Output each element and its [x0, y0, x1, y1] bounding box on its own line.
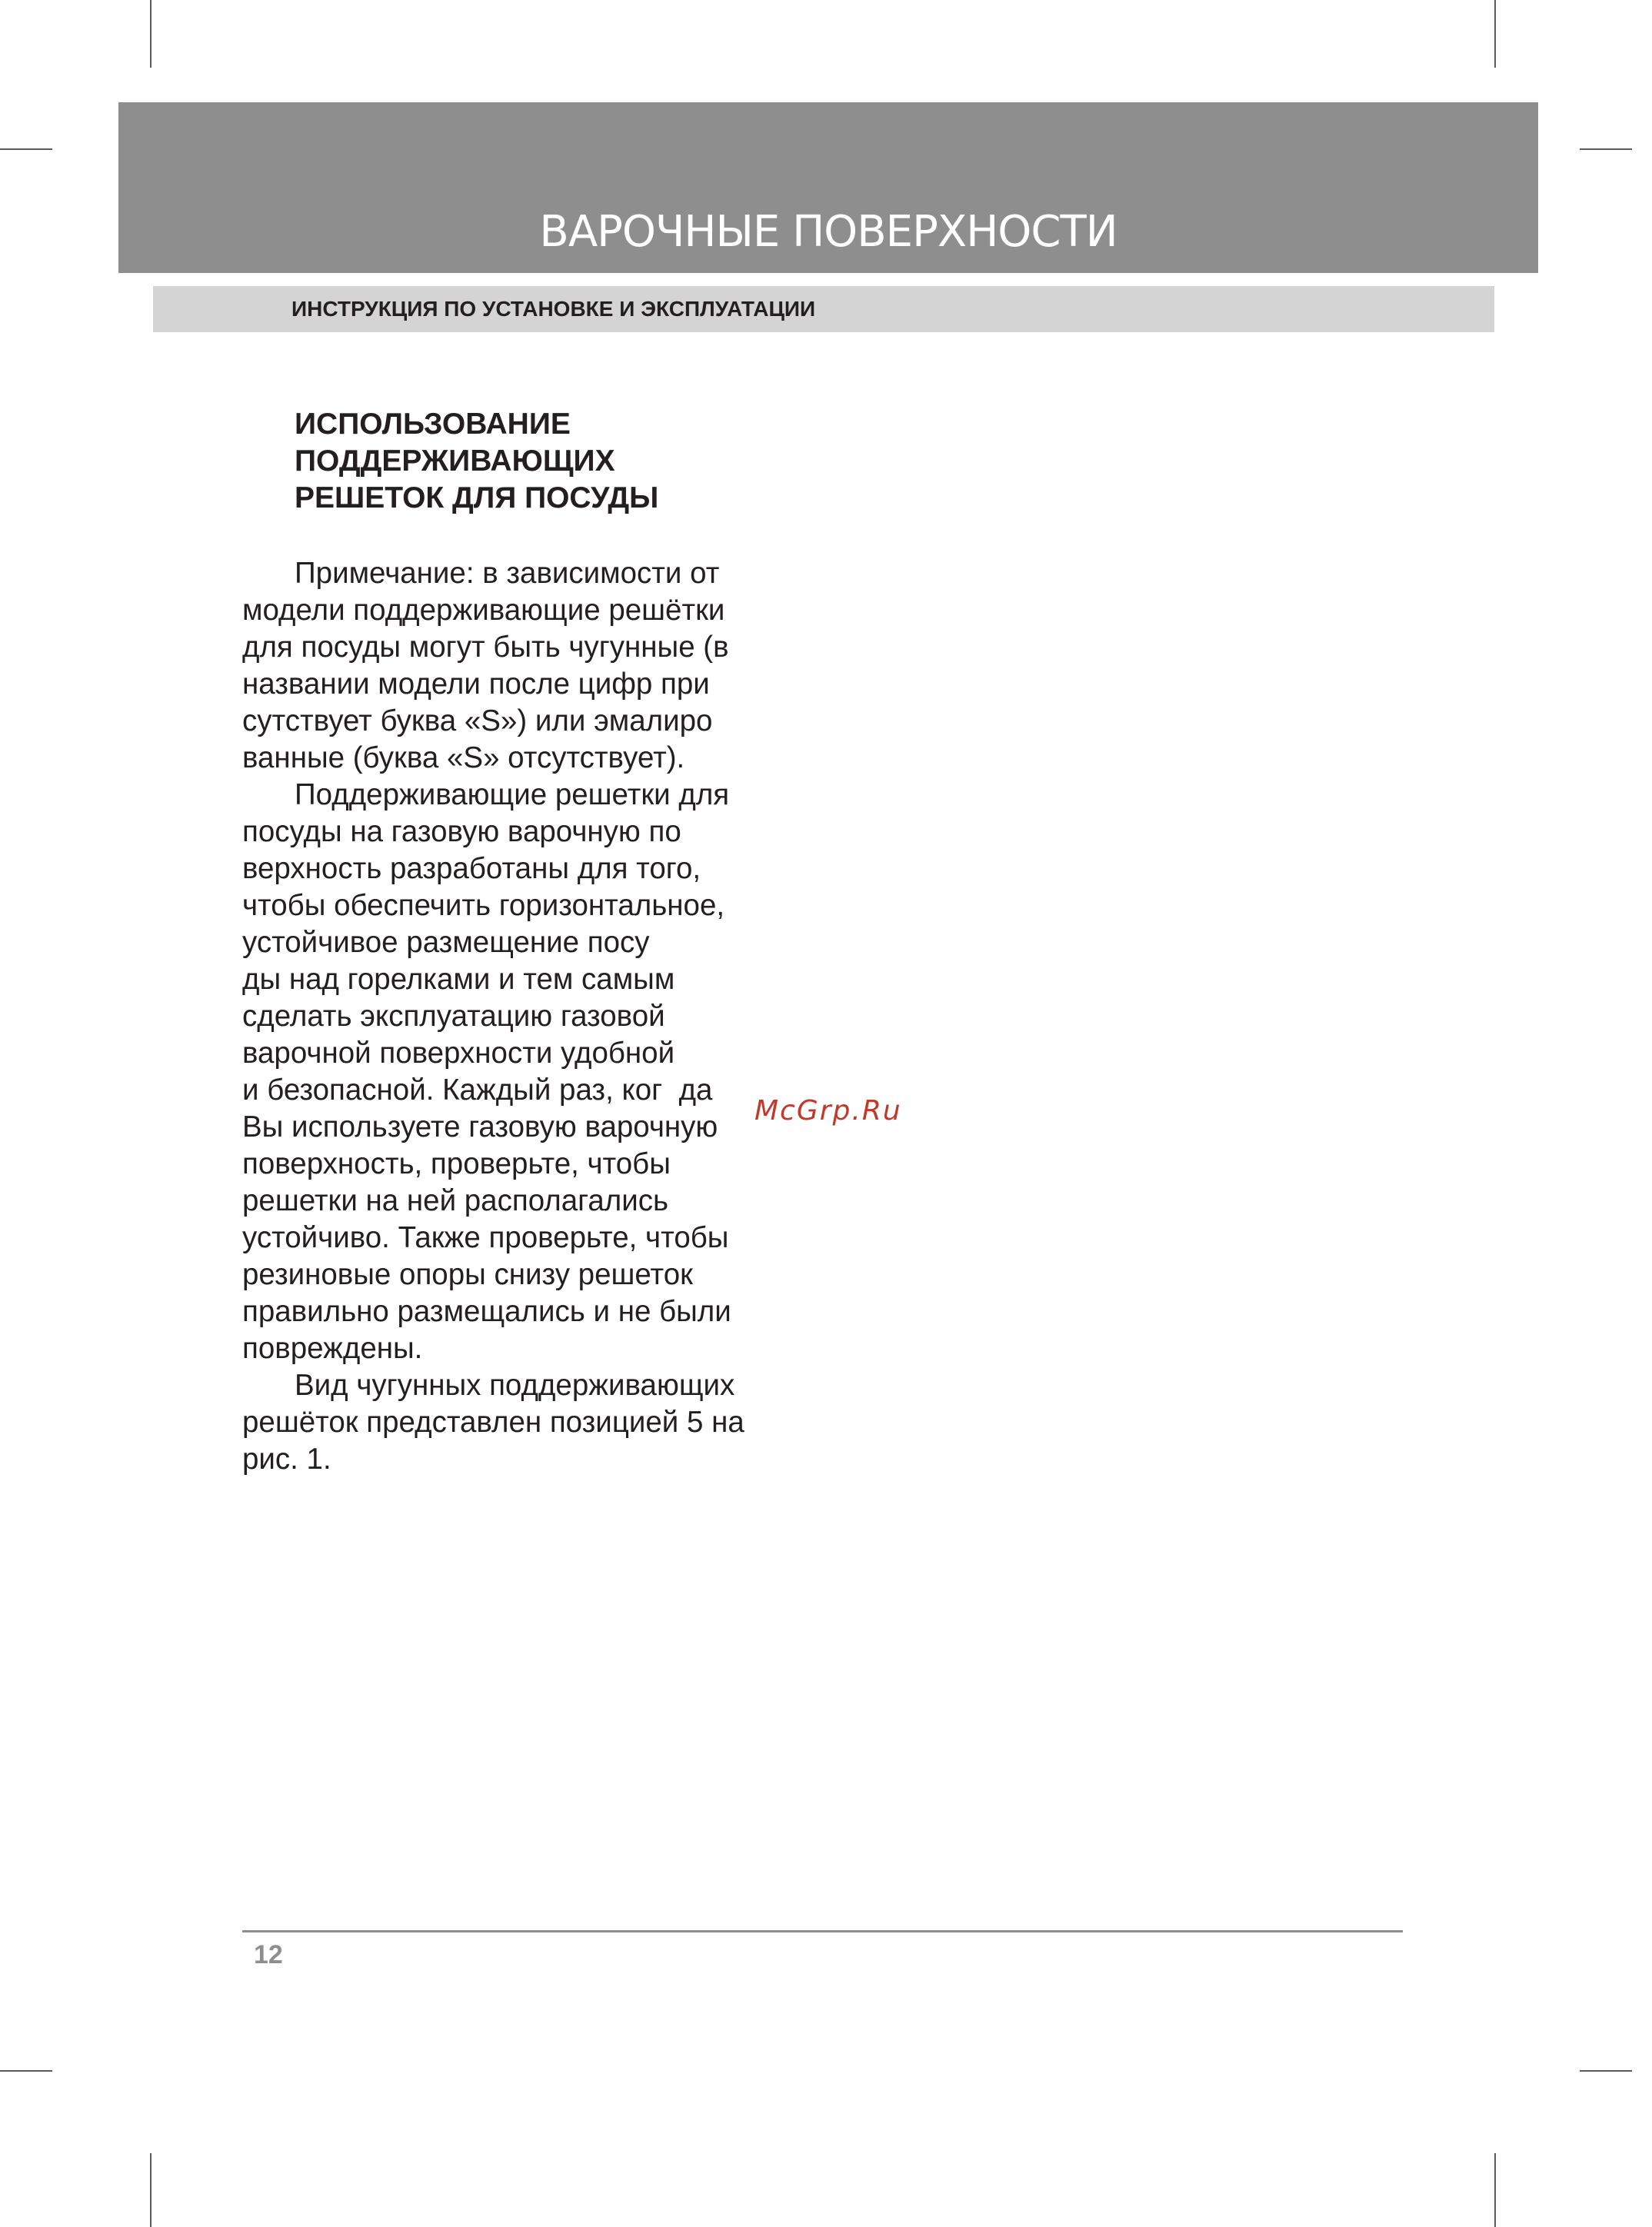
body-line: Вы используете газовую варочную	[242, 1110, 718, 1143]
body-line: рис. 1.	[242, 1443, 331, 1476]
section-title-line: ПОДДЕРЖИВАЮЩИХ	[295, 444, 615, 478]
crop-mark-right-bottom	[1580, 2070, 1632, 2072]
crop-mark-left-bottom	[0, 2070, 52, 2072]
section-title	[295, 406, 833, 517]
body-line: Поддерживающие решетки для	[295, 778, 730, 811]
body-line: устойчивое размещение посу	[242, 926, 650, 959]
footer-rule	[242, 1930, 1403, 1932]
crop-mark-left-top	[0, 148, 52, 150]
body-line: посуды на газовую варочную по	[242, 815, 681, 848]
page-number: 12	[254, 1940, 283, 1969]
body-line: для посуды могут быть чугунные (в	[242, 631, 729, 664]
watermark: McGrp.Ru	[754, 1095, 902, 1127]
body-line: решёток представлен позицией 5 на	[242, 1406, 744, 1439]
page-title: ВАРОЧНЫЕ ПОВЕРХНОСТИ	[539, 207, 1117, 257]
crop-mark-bottom-left	[150, 2153, 152, 2227]
body-line: правильно размещались и не были	[242, 1295, 731, 1328]
body-line: ды над горелками и тем самым	[242, 963, 675, 996]
body-line: сутствует буква «S») или эмалиро	[242, 704, 713, 737]
body-line: устойчиво. Также проверьте, чтобы	[242, 1221, 729, 1254]
header-band	[118, 102, 1538, 273]
body-line: сделать эксплуатацию газовой	[242, 1000, 665, 1033]
body-text	[242, 555, 781, 1478]
crop-mark-right-top	[1580, 148, 1632, 150]
body-line: и безопасной. Каждый раз, ког да	[242, 1074, 713, 1107]
body-line: поверхность, проверьте, чтобы	[242, 1147, 671, 1180]
crop-mark-top-left	[150, 0, 152, 68]
subheader-band	[153, 286, 1494, 332]
body-line: резиновые опоры снизу решеток	[242, 1258, 693, 1291]
body-line: верхность разработаны для того,	[242, 852, 701, 885]
body-line: ванные (буква «S» отсутствует).	[242, 741, 685, 774]
body-line: Вид чугунных поддерживающих	[295, 1369, 735, 1402]
body-line: варочной поверхности удобной	[242, 1037, 675, 1070]
body-line: решетки на ней располагались	[242, 1184, 669, 1217]
body-line: названии модели после цифр при	[242, 667, 710, 701]
crop-mark-top-right	[1494, 0, 1496, 68]
document-subtitle: ИНСТРУКЦИЯ ПО УСТАНОВКЕ И ЭКСПЛУАТАЦИИ	[291, 297, 816, 321]
body-line: чтобы обеспечить горизонтальное,	[242, 889, 725, 922]
section-title-line: РЕШЕТОК ДЛЯ ПОСУДЫ	[295, 481, 659, 514]
body-line: Примечание: в зависимости от	[295, 557, 720, 590]
crop-mark-bottom-right	[1494, 2153, 1496, 2227]
body-line: модели поддерживающие решётки	[242, 594, 725, 627]
section-title-line: ИСПОЛЬЗОВАНИЕ	[295, 408, 571, 441]
body-line: повреждены.	[242, 1332, 423, 1365]
